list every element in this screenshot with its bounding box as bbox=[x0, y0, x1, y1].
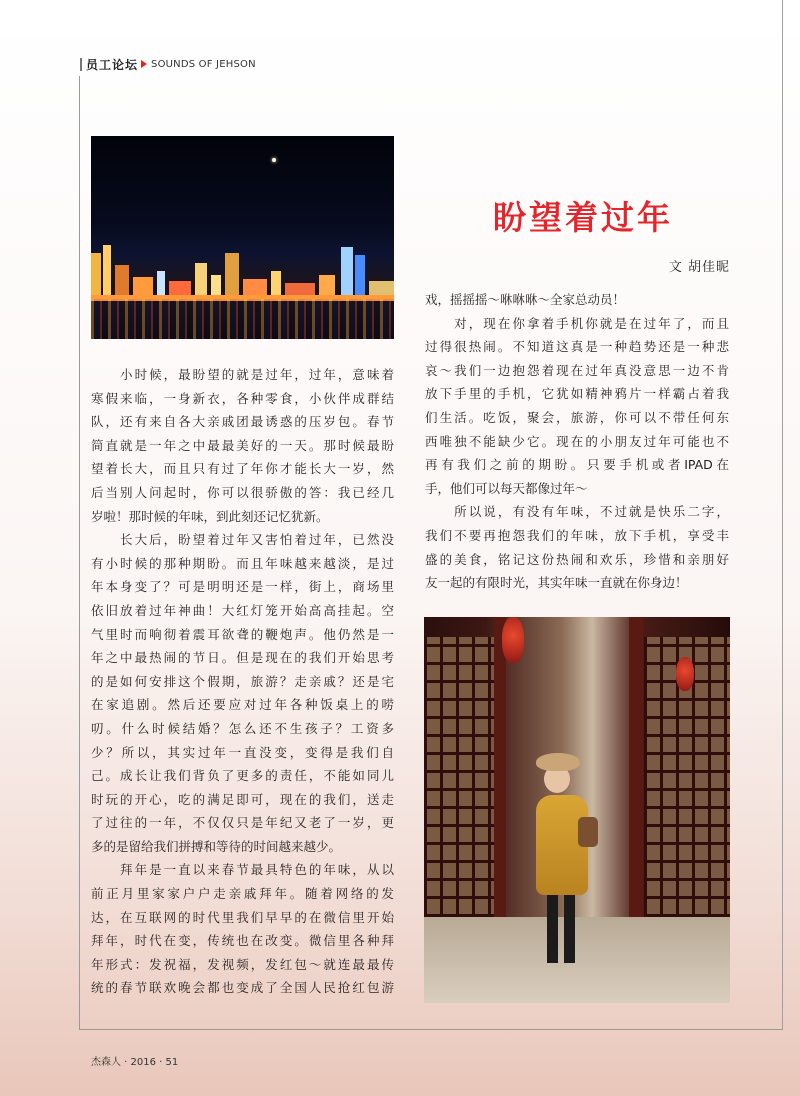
article-title: 盼望着过年 bbox=[493, 198, 673, 237]
text-line: 在家追剧。然后还要应对过年各种饭桌上的唠 bbox=[91, 697, 394, 713]
text-line: 再有我们之前的期盼。只要手机或者IPAD在 bbox=[425, 457, 729, 473]
text-line: 时玩的开心，吃的满足即可，现在的我们，送走 bbox=[91, 791, 394, 807]
text-line: 年之中最热闹的节日。但是现在的我们开始思考 bbox=[91, 650, 394, 666]
section-header bbox=[80, 56, 256, 72]
text-line: 望着长大，而且只有过了年你才能长大一岁，然 bbox=[91, 461, 394, 477]
lattice-window-left bbox=[424, 637, 494, 917]
water-reflection bbox=[91, 299, 394, 339]
red-lantern-icon bbox=[502, 617, 524, 663]
header-divider bbox=[80, 58, 82, 71]
text-line: 盛的美食，铭记这份热闹和欢乐，珍惜和亲朋好 bbox=[425, 551, 729, 567]
text-line: 统的春节联欢晚会都也变成了全国人民抢红包游 bbox=[91, 980, 394, 996]
text-line: 西唯独不能缺少它。现在的小朋友过年可能也不 bbox=[425, 433, 729, 449]
text-line: 己。成长让我们背负了更多的责任，不能如同儿 bbox=[91, 768, 394, 784]
article-column-right bbox=[425, 288, 729, 595]
text-line: 岁啦！那时候的年味，到此刻还记忆犹新。 bbox=[91, 508, 329, 524]
section-title-en: SOUNDS OF JEHSON bbox=[151, 58, 256, 70]
page-frame-bottom bbox=[79, 1029, 783, 1030]
page-top-margin bbox=[0, 0, 800, 38]
text-line: 拜年，时代在变，传统也在改变。微信里各种拜 bbox=[91, 933, 394, 949]
night-city-photo bbox=[91, 136, 394, 339]
text-line: 简直就是一年之中最最美好的一天。那时候最盼 bbox=[91, 437, 394, 453]
corridor-floor bbox=[424, 917, 730, 1003]
red-lantern-icon bbox=[676, 657, 694, 691]
corridor-portrait-photo bbox=[424, 617, 730, 1003]
text-line: 放下手里的手机，它犹如精神鸦片一样霸占着我 bbox=[425, 386, 729, 402]
person-legs bbox=[547, 893, 575, 963]
text-line: 拜年是一直以来春节最具特色的年味，从以 bbox=[91, 862, 394, 878]
text-line: 有小时候的那种期盼。而且年味越来越淡，是过 bbox=[91, 555, 394, 571]
text-line: 依旧放着过年神曲！大红灯笼开始高高挂起。空 bbox=[91, 602, 394, 618]
city-skyline-icon bbox=[91, 241, 394, 301]
text-line: 年形式：发祝福，发视频，发红包～就连最最传 bbox=[91, 956, 394, 972]
text-line: 过得很热闹。不知道这真是一种趋势还是一种悲 bbox=[425, 339, 729, 355]
text-line: 们生活。吃饭，聚会，旅游，你可以不带任何东 bbox=[425, 409, 729, 425]
text-line: 达，在互联网的时代里我们早早的在微信里开始 bbox=[91, 909, 394, 925]
text-line: 所以说，有没有年味，不过就是快乐二字， bbox=[425, 504, 729, 520]
backpack-icon bbox=[578, 817, 598, 847]
text-line: 小时候，最盼望的就是过年，过年，意味着 bbox=[91, 367, 394, 382]
text-line: 对，现在你拿着手机你就是在过年了，而且 bbox=[425, 315, 729, 331]
text-line: 少？所以，其实过年一直没变，变得是我们自 bbox=[91, 744, 394, 760]
text-line: 长大后，盼望着过年又害怕着过年，已然没 bbox=[91, 532, 394, 548]
hat-icon bbox=[536, 753, 580, 771]
page-frame-right bbox=[782, 0, 783, 1029]
text-line: 我们不要再抱怨我们的年味，放下手机，享受丰 bbox=[425, 527, 729, 543]
text-line: 哀～我们一边抱怨着现在过年真没意思一边不肯 bbox=[425, 362, 729, 378]
text-line: 后当别人问起时，你可以很骄傲的答：我已经几 bbox=[91, 484, 394, 500]
text-line: 多的是留给我们拼搏和等待的时间越来越少。 bbox=[91, 838, 342, 854]
text-line: 叨。什么时候结婚？怎么还不生孩子？工资多 bbox=[91, 720, 394, 736]
text-line: 气里时而响彻着震耳欲聋的鞭炮声。他仍然是一 bbox=[91, 626, 394, 642]
text-line: 手，他们可以每天都像过年～ bbox=[425, 480, 588, 496]
text-line: 前正月里家家户户走亲戚拜年。随着网络的发 bbox=[91, 886, 394, 902]
text-line: 友一起的有限时光，其实年味一直就在你身边！ bbox=[425, 575, 688, 591]
section-title-cn: 员工论坛 bbox=[86, 57, 139, 72]
text-line: 队，还有来自各大亲戚团最诱惑的压岁包。春节 bbox=[91, 414, 394, 430]
text-line: 年本身变了？可是明明还是一样，街上，商场里 bbox=[91, 579, 394, 595]
text-line: 了过往的一年，不仅仅只是年纪又老了一岁，更 bbox=[91, 815, 394, 831]
page-footer: 杰森人 · 2016 · 51 bbox=[91, 1057, 179, 1068]
text-line: 寒假来临，一身新衣，各种零食，小伙伴成群结 bbox=[91, 390, 394, 406]
text-line: 的是如何安排这个假期，旅游？走亲戚？还是宅 bbox=[91, 673, 394, 689]
article-author: 文 胡佳昵 bbox=[668, 260, 730, 275]
text-line: 戏，摇摇摇～咻咻咻～全家总动员！ bbox=[425, 292, 626, 307]
triangle-arrow-icon bbox=[141, 60, 147, 68]
article-column-left bbox=[91, 363, 394, 1000]
moon-icon bbox=[272, 158, 276, 162]
page-frame-left bbox=[79, 76, 80, 1029]
